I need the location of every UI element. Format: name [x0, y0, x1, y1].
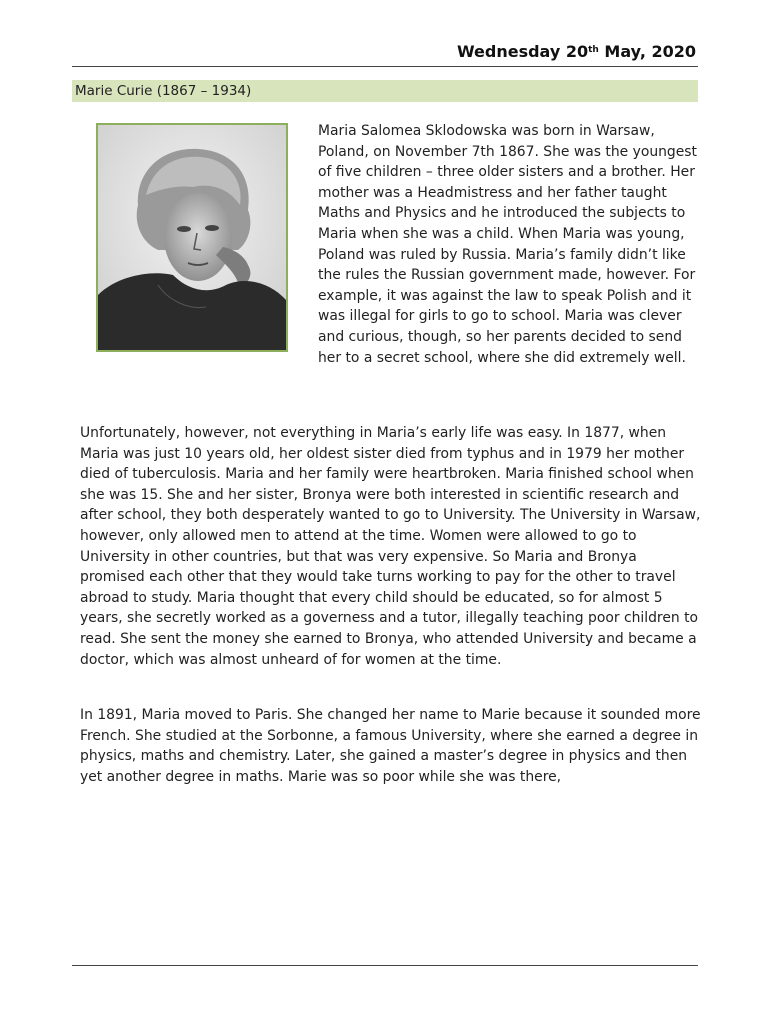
- paris-paragraph: In 1891, Maria moved to Paris. She changed her name to Marie because it sounded more French. She studied at the Sorbonne, a famous University, where she earned a degree in physics, maths and chemistry. Later, she gained a master’s degree in physics and then yet another degree in maths. Marie was so poor while she was there,: [80, 707, 701, 785]
- date-day: Wednesday 20: [456, 42, 589, 61]
- section-title: Marie Curie (1867 – 1934): [72, 80, 698, 102]
- portrait-photo: [96, 123, 288, 352]
- date-header: [457, 42, 696, 61]
- date-month-year: May, 2020: [598, 42, 696, 61]
- intro-paragraph: Maria Salomea Sklodowska was born in Warsaw, Poland, on November 7th 1867. She was the youngest of five children – three older sisters and a brother. Her mother was a Headmistress and her father taught Maths and Physics and he introduced the subjects to Maria when she was a child. When Maria was young, Poland was ruled by Russia. Maria’s family didn’t like the rules the Russian government made, however. For example, it was against the law to speak Polish and it was illegal for girls to go to school. Maria was clever and curious, though, so her parents decided to send her to a secret school, where she did extremely well.: [318, 123, 697, 366]
- early-life-paragraph: Unfortunately, however, not everything in Maria’s early life was easy. In 1877, when Maria was just 10 years old, her oldest sister died from typhus and in 1979 her mother died of tuberculosis. Maria and her family were heartbroken. Maria finished school when she was 15. She and her sister, Bronya were both interested in scientific research and after school, they both desperately wanted to go to University. The University in Warsaw, however, only allowed men to attend at the time. Women were allowed to go to University in other countries, but that was very expensive. So Maria and Bronya promised each other that they would take turns working to pay for the other to travel abroad to study. Maria thought that every child should be educated, so for almost 5 years, she secretly worked as a governess and a tutor, illegally teaching poor children to read. She sent the money she earned to Bronya, who attended University and became a doctor, which was almost unheard of for women at the time.: [80, 425, 701, 668]
- footer-divider: [72, 965, 698, 966]
- date-ordinal-suffix: th: [588, 45, 599, 55]
- header-divider: [72, 66, 698, 67]
- portrait-image: [98, 125, 286, 350]
